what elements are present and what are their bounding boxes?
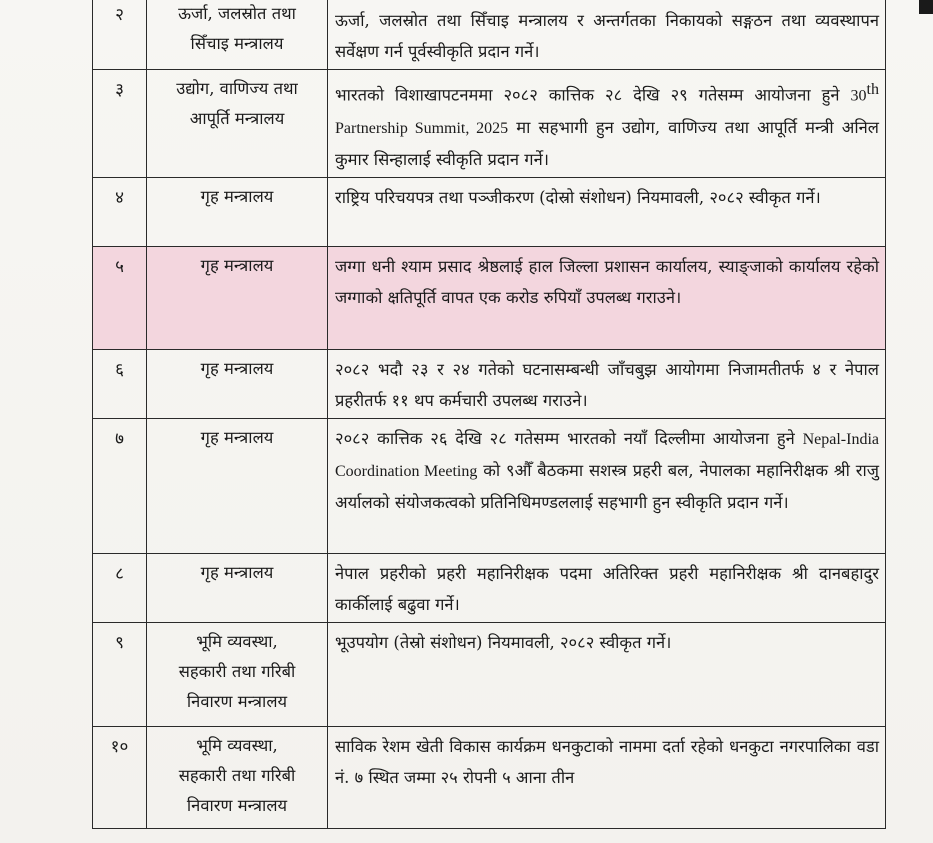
decision-text: भारतको विशाखापटनममा २०८२ कात्तिक २८ देखि २९ गतेसम्म आयोजना हुने xyxy=(335,85,851,105)
table-row xyxy=(93,726,886,828)
ministry-cell xyxy=(147,177,328,246)
decision-cell xyxy=(328,70,886,178)
table-row xyxy=(93,0,886,70)
decision-cell: साविक रेशम खेती विकास कार्यक्रम धनकुटाको नाममा दर्ता रहेको धनकुटा नगरपालिका वडा नं. ७ स्थित जम्मा २५ रोपनी ५ आना तीन xyxy=(328,726,886,828)
corner-mark xyxy=(919,0,933,14)
ministry-cell xyxy=(147,726,328,828)
decision-cell: जग्गा धनी श्याम प्रसाद श्रेष्ठलाई हाल जिल्ला प्रशासन कार्यालय, स्याङ्जाको कार्यालय रहेको जग्गाको क्षतिपूर्ति वापत एक करोड रुपियाँ उपलब्ध गराउने। xyxy=(328,246,886,349)
row-number: ५ xyxy=(93,246,147,349)
ministry-line: निवारण मन्त्रालय xyxy=(186,795,288,815)
decision-text: मा सहभागी हुन उद्योग, वाणिज्य तथा आपूर्ति मन्त्री अनिल कुमार सिन्हालाई स्वीकृति प्रदान गर्ने। xyxy=(335,117,879,169)
event-name: Partnership Summit, 2025 xyxy=(335,119,509,137)
decision-text: २०८२ कात्तिक २६ देखि २८ गतेसम्म भारतको नयाँ दिल्लीमा आयोजना हुने xyxy=(335,428,803,448)
row-number: ७ xyxy=(93,418,147,553)
decision-cell: भूउपयोग (तेस्रो संशोधन) नियमावली, २०८२ स्वीकृत गर्ने। xyxy=(328,622,886,726)
ministry-line: गृह मन्त्रालय xyxy=(200,562,274,582)
table-row xyxy=(93,553,886,622)
ministry-cell xyxy=(147,553,328,622)
ministry-line: निवारण मन्त्रालय xyxy=(186,691,288,711)
decisions-table xyxy=(92,0,886,829)
ministry-line: भूमि व्यवस्था, xyxy=(196,735,278,755)
ministry-line: भूमि व्यवस्था, xyxy=(196,631,278,651)
ministry-line: सहकारी तथा गरिबी xyxy=(178,765,296,785)
ministry-line: सहकारी तथा गरिबी xyxy=(178,661,296,681)
ministry-cell xyxy=(147,0,328,70)
ministry-line: गृह मन्त्रालय xyxy=(200,358,274,378)
ministry-line: सिँचाइ मन्त्रालय xyxy=(190,34,284,53)
ministry-line: ऊर्जा, जलस्रोत तथा xyxy=(178,4,296,23)
ministry-line: गृह मन्त्रालय xyxy=(200,427,274,447)
table-row xyxy=(93,418,886,553)
ministry-cell xyxy=(147,418,328,553)
table-row xyxy=(93,349,886,418)
row-number: ८ xyxy=(93,553,147,622)
ministry-line: उद्योग, वाणिज्य तथा xyxy=(176,79,298,98)
decision-cell: नेपाल प्रहरीको प्रहरी महानिरीक्षक पदमा अतिरिक्त प्रहरी महानिरीक्षक श्री दानबहादुर कार्कीलाई बढुवा गर्ने। xyxy=(328,553,886,622)
ministry-line: आपूर्ति मन्त्रालय xyxy=(189,109,285,128)
table-row xyxy=(93,70,886,178)
decision-cell: राष्ट्रिय परिचयपत्र तथा पञ्जीकरण (दोस्रो संशोधन) नियमावली, २०८२ स्वीकृत गर्ने। xyxy=(328,177,886,246)
row-number: ९ xyxy=(93,622,147,726)
row-number: ४ xyxy=(93,177,147,246)
row-number: १० xyxy=(93,726,147,828)
ministry-cell xyxy=(147,246,328,349)
decision-cell: ऊर्जा, जलस्रोत तथा सिँचाइ मन्त्रालय र अन्तर्गतका निकायको सङ्गठन तथा व्यवस्थापन सर्वेक्षण गर्न पूर्वस्वीकृति प्रदान गर्ने। xyxy=(328,0,886,70)
row-number: ६ xyxy=(93,349,147,418)
meeting-name: Nepal-India Coordination Meeting xyxy=(335,430,879,480)
ministry-cell xyxy=(147,349,328,418)
table-row xyxy=(93,177,886,246)
table-row xyxy=(93,622,886,726)
ordinal-number: 30 xyxy=(850,87,867,105)
ministry-line: गृह मन्त्रालय xyxy=(200,186,274,206)
table-row-highlighted xyxy=(93,246,886,349)
ministry-cell xyxy=(147,70,328,178)
row-number: २ xyxy=(93,0,147,70)
ministry-line: गृह मन्त्रालय xyxy=(200,255,274,275)
ministry-cell xyxy=(147,622,328,726)
ordinal-suffix: th xyxy=(866,81,879,98)
row-number: ३ xyxy=(93,70,147,178)
decision-text: को ९औँ बैठकमा सशस्त्र प्रहरी बल, नेपालका महानिरीक्षक श्री राजु अर्यालको संयोजकत्वको प्रतिनिधिमण्डललाई सहभागी हुन स्वीकृति प्रदान गर्ने। xyxy=(335,460,879,512)
decision-cell: २०८२ भदौ २३ र २४ गतेको घटनासम्बन्धी जाँचबुझ आयोगमा निजामतीतर्फ ४ र नेपाल प्रहरीतर्फ ११ थप कर्मचारी उपलब्ध गराउने। xyxy=(328,349,886,418)
decision-cell xyxy=(328,418,886,553)
